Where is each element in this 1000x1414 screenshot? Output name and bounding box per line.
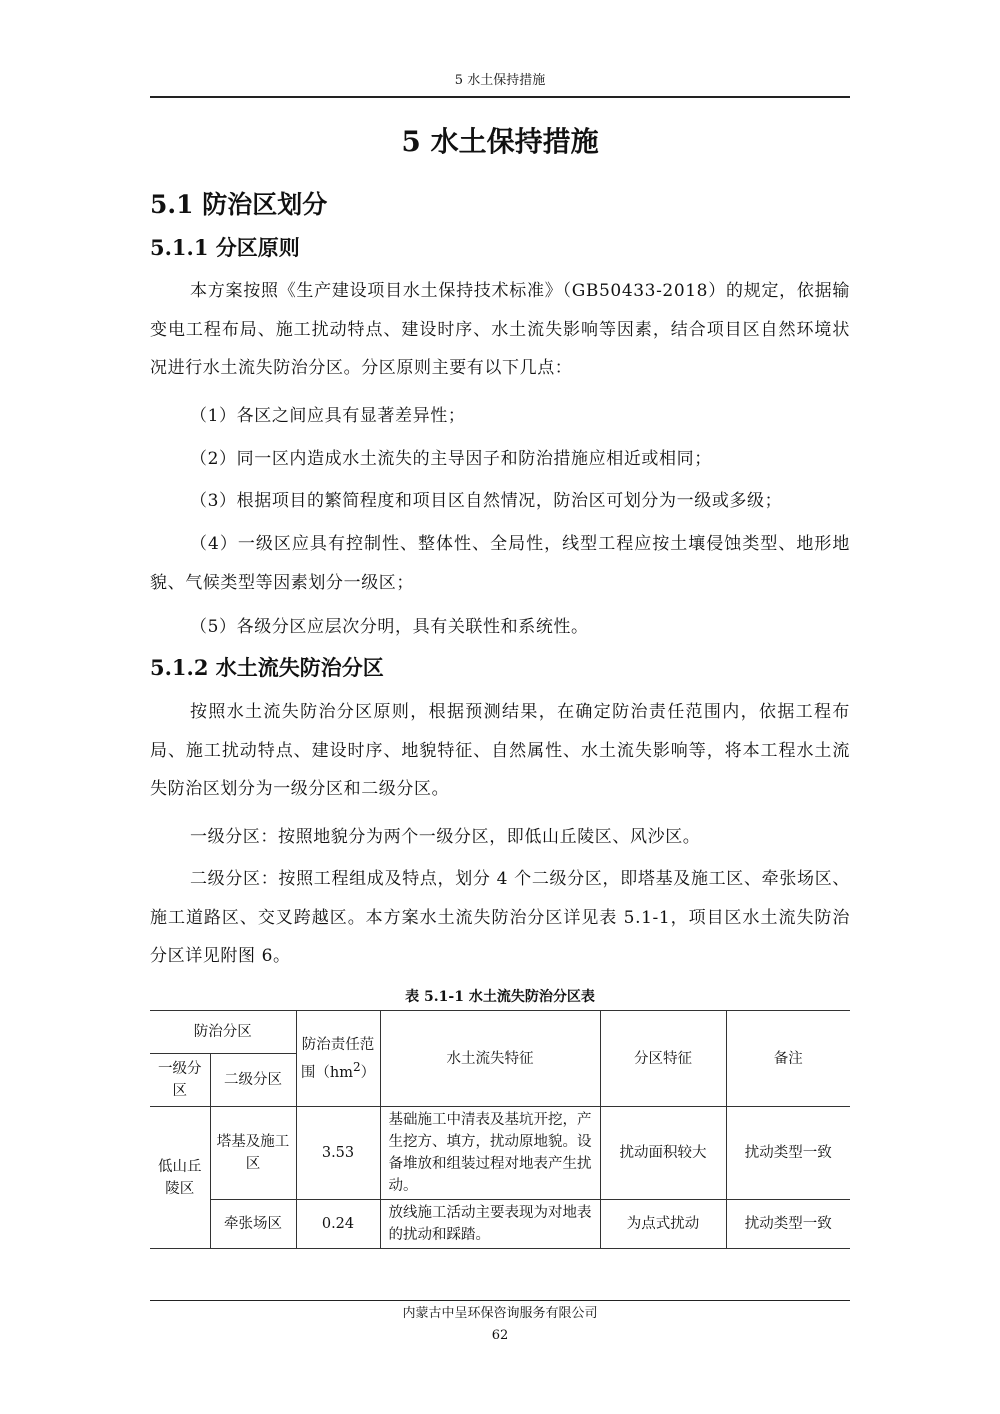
header-area-sup: 2 (352, 1059, 361, 1074)
running-header (150, 70, 850, 98)
cell-note: 扰动类型一致 (726, 1200, 850, 1249)
zoning-paragraph: 按照水土流失防治分区原则，根据预测结果，在确定防治责任范围内，依据工程布局、施工扰动特点、建设时序、地貌特征、自然属性、水土流失影响等，将本工程水土流失防治区划分为一级分区和二级分区。 (150, 702, 850, 799)
header-feature: 水土流失特征 (380, 1011, 600, 1107)
table-caption: 表 5.1-1 水土流失防治分区表 (405, 989, 595, 1005)
principles-intro-paragraph: 本方案按照《生产建设项目水土保持技术标准》（GB50433-2018）的规定，依据输变电工程布局、施工扰动特点、建设时序、水土流失影响等因素，结合项目区自然环境状况进行水土流失防治分区。分区原则主要有以下几点： (150, 281, 850, 378)
footer-company: 内蒙古中呈环保咨询服务有限公司 (402, 1306, 598, 1321)
cell-level2: 塔基及施工区 (210, 1107, 296, 1200)
running-header-title: 5 水土保持措施 (454, 73, 546, 88)
cell-zone-feature: 扰动面积较大 (600, 1107, 726, 1200)
table-row (150, 1200, 850, 1249)
cell-note: 扰动类型一致 (726, 1107, 850, 1200)
page-number: 62 (491, 1328, 509, 1343)
cell-feature: 基础施工中清表及基坑开挖，产生挖方、填方，扰动原地貌。设备堆放和组装过程对地表产生扰动。 (380, 1107, 600, 1200)
principle-item: （5）各级分区应层次分明，具有关联性和系统性。 (190, 617, 589, 637)
cell-level2: 牵张场区 (210, 1200, 296, 1249)
cell-zone-feature: 为点式扰动 (600, 1200, 726, 1249)
header-note: 备注 (726, 1011, 850, 1107)
subsection-heading-zoning: 5.1.2 水土流失防治分区 (150, 655, 384, 680)
table-header-row (150, 1011, 850, 1054)
zoning-paragraph-level2: 二级分区：按照工程组成及特点，划分 4 个二级分区，即塔基及施工区、牵张场区、施工道路区、交叉跨越区。本方案水土流失防治分区详见表 5.1-1，项目区水土流失防治分区详见附图 6。 (150, 869, 850, 966)
cell-level1: 低山丘陵区 (150, 1107, 210, 1249)
table-row (150, 1107, 850, 1200)
header-zone-group: 防治分区 (150, 1011, 296, 1054)
header-area-close: ） (360, 1064, 376, 1081)
subsection-heading-principles: 5.1.1 分区原则 (150, 235, 300, 260)
section-heading: 5.1 防治区划分 (150, 190, 328, 219)
principle-item: （4）一级区应具有控制性、整体性、全局性，线型工程应按土壤侵蚀类型、地形地貌、气候类型等因素划分一级区； (150, 534, 850, 593)
header-level1: 一级分区 (150, 1054, 210, 1107)
cell-area: 0.24 (296, 1200, 380, 1249)
cell-feature: 放线施工活动主要表现为对地表的扰动和踩踏。 (380, 1200, 600, 1249)
zoning-table (150, 1010, 850, 1249)
header-area (296, 1011, 380, 1107)
page-footer (150, 1300, 850, 1347)
header-zone-feature: 分区特征 (600, 1011, 726, 1107)
header-level2: 二级分区 (210, 1054, 296, 1107)
principle-item: （3）根据项目的繁简程度和项目区自然情况，防治区可划分为一级或多级； (190, 491, 783, 511)
chapter-title: 5 水土保持措施 (401, 125, 599, 158)
zoning-paragraph-level1: 一级分区：按照地貌分为两个一级分区，即低山丘陵区、风沙区。 (190, 827, 701, 847)
principle-item: （1）各区之间应具有显著差异性； (190, 406, 466, 426)
principle-item: （2）同一区内造成水土流失的主导因子和防治措施应相近或相同； (190, 449, 712, 469)
cell-area: 3.53 (296, 1107, 380, 1200)
header-area-label: 防治责任范围（hm (300, 1036, 375, 1081)
